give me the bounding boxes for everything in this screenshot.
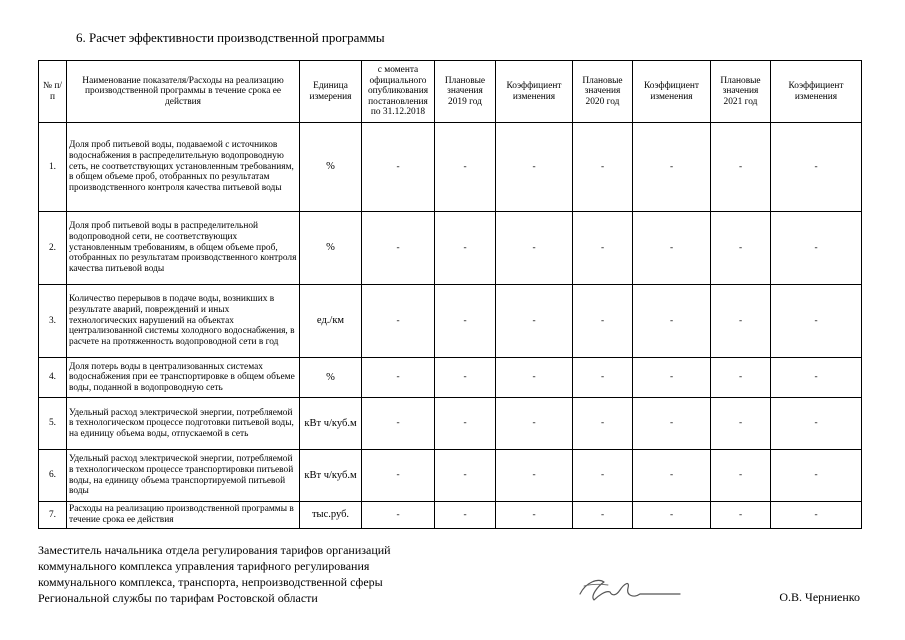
- indicator-value: -: [711, 123, 771, 212]
- indicator-value: -: [633, 212, 711, 285]
- indicator-value: -: [573, 358, 633, 398]
- indicator-value: -: [362, 285, 435, 358]
- indicator-name: Удельный расход электрической энергии, потребляемой в технологическом процессе подготовки питьевой воды, на единицу объема воды, отпускаемой в сеть: [67, 398, 300, 450]
- indicator-value: -: [633, 358, 711, 398]
- table-row: [39, 358, 862, 398]
- indicator-value: -: [771, 502, 862, 529]
- indicator-value: -: [496, 358, 573, 398]
- indicator-name: Расходы на реализацию производственной программы в течение срока ее действия: [67, 502, 300, 529]
- col-header-plan-2019: Плановые значения 2019 год: [435, 61, 496, 123]
- handwritten-signature: [576, 572, 686, 606]
- indicator-value: -: [496, 212, 573, 285]
- col-header-coef-1: Коэффициент изменения: [496, 61, 573, 123]
- indicator-value: -: [573, 212, 633, 285]
- indicator-value: -: [573, 285, 633, 358]
- indicator-value: -: [362, 358, 435, 398]
- table-header-row: [39, 61, 862, 123]
- col-header-since: с момента официального опубликования постановления по 31.12.2018: [362, 61, 435, 123]
- table-row: [39, 212, 862, 285]
- table-row: [39, 285, 862, 358]
- indicator-value: -: [573, 450, 633, 502]
- indicator-value: -: [771, 285, 862, 358]
- indicator-value: -: [435, 502, 496, 529]
- indicator-unit: %: [300, 123, 362, 212]
- indicator-value: -: [362, 123, 435, 212]
- indicator-value: -: [362, 398, 435, 450]
- row-number: 5.: [39, 398, 67, 450]
- col-header-plan-2020: Плановые значения 2020 год: [573, 61, 633, 123]
- indicator-name: Доля проб питьевой воды, подаваемой с источников водоснабжения в распределительную водопроводную сеть, не соответствующих установленным требованиям, в общем объеме проб, отобранных по результатам производственного контроля качества питьевой воды: [67, 123, 300, 212]
- indicator-value: -: [771, 123, 862, 212]
- signer-position-line: коммунального комплекса управления тарифного регулирования: [38, 558, 370, 573]
- signature-block: [38, 543, 498, 607]
- efficiency-table: [38, 60, 862, 529]
- col-header-plan-2021: Плановые значения 2021 год: [711, 61, 771, 123]
- signer-position-line: Региональной службы по тарифам Ростовской области: [38, 590, 318, 605]
- indicator-value: -: [496, 450, 573, 502]
- col-header-coef-2: Коэффициент изменения: [633, 61, 711, 123]
- indicator-value: -: [435, 398, 496, 450]
- signer-position-line: коммунального комплекса, транспорта, непроизводственной сферы: [38, 574, 383, 589]
- col-header-unit: Единица измерения: [300, 61, 362, 123]
- indicator-value: -: [633, 398, 711, 450]
- indicator-value: -: [711, 502, 771, 529]
- indicator-value: -: [573, 123, 633, 212]
- indicator-unit: ед./км: [300, 285, 362, 358]
- indicator-value: -: [435, 358, 496, 398]
- indicator-name: Количество перерывов в подаче воды, возникших в результате аварий, повреждений и иных технологических нарушений на объектах централизованной системы холодного водоснабжения, в расчете на протяженность водопроводной сети в год: [67, 285, 300, 358]
- table-row: [39, 450, 862, 502]
- indicator-value: -: [711, 212, 771, 285]
- indicator-value: -: [573, 502, 633, 529]
- indicator-unit: кВт ч/куб.м: [300, 450, 362, 502]
- indicator-name: Доля потерь воды в централизованных системах водоснабжения при ее транспортировке в общем объеме воды, поданной в водопроводную сеть: [67, 358, 300, 398]
- table-row: [39, 502, 862, 529]
- row-number: 7.: [39, 502, 67, 529]
- indicator-unit: %: [300, 358, 362, 398]
- indicator-name: Доля проб питьевой воды в распределительной водопроводной сети, не соответствующих установленным требованиям, в общем объеме проб, отобранных по результатам производственного контроля качества питьевой воды: [67, 212, 300, 285]
- col-header-num: № п/п: [39, 61, 67, 123]
- table-row: [39, 123, 862, 212]
- indicator-value: -: [435, 450, 496, 502]
- indicator-value: -: [633, 123, 711, 212]
- indicator-value: -: [362, 450, 435, 502]
- indicator-name: Удельный расход электрической энергии, потребляемой в технологическом процессе транспортировки питьевой воды, на единицу объема транспортируемой питьевой воды: [67, 450, 300, 502]
- signer-name: О.В. Черниенко: [779, 590, 860, 604]
- section-heading: 6. Расчет эффективности производственной программы: [76, 30, 385, 45]
- row-number: 2.: [39, 212, 67, 285]
- row-number: 1.: [39, 123, 67, 212]
- indicator-value: -: [771, 398, 862, 450]
- indicator-value: -: [771, 212, 862, 285]
- indicator-value: -: [771, 450, 862, 502]
- indicator-value: -: [362, 502, 435, 529]
- table-body: [39, 123, 862, 529]
- table-row: [39, 398, 862, 450]
- indicator-value: -: [633, 502, 711, 529]
- indicator-value: -: [711, 285, 771, 358]
- indicator-value: -: [496, 398, 573, 450]
- row-number: 6.: [39, 450, 67, 502]
- indicator-value: -: [711, 398, 771, 450]
- signer-position-line: Заместитель начальника отдела регулирования тарифов организаций: [38, 543, 391, 557]
- indicator-value: -: [496, 502, 573, 529]
- indicator-value: -: [573, 398, 633, 450]
- indicator-value: -: [711, 358, 771, 398]
- indicator-value: -: [496, 285, 573, 358]
- row-number: 3.: [39, 285, 67, 358]
- indicator-value: -: [435, 123, 496, 212]
- indicator-value: -: [496, 123, 573, 212]
- indicator-value: -: [362, 212, 435, 285]
- indicator-unit: тыс.руб.: [300, 502, 362, 529]
- indicator-value: -: [711, 450, 771, 502]
- indicator-value: -: [435, 212, 496, 285]
- indicator-unit: %: [300, 212, 362, 285]
- indicator-value: -: [771, 358, 862, 398]
- row-number: 4.: [39, 358, 67, 398]
- indicator-value: -: [633, 285, 711, 358]
- col-header-coef-3: Коэффициент изменения: [771, 61, 862, 123]
- indicator-value: -: [435, 285, 496, 358]
- col-header-name: Наименование показателя/Расходы на реализацию производственной программы в течение срока ее действия: [67, 61, 300, 123]
- indicator-unit: кВт ч/куб.м: [300, 398, 362, 450]
- indicator-value: -: [633, 450, 711, 502]
